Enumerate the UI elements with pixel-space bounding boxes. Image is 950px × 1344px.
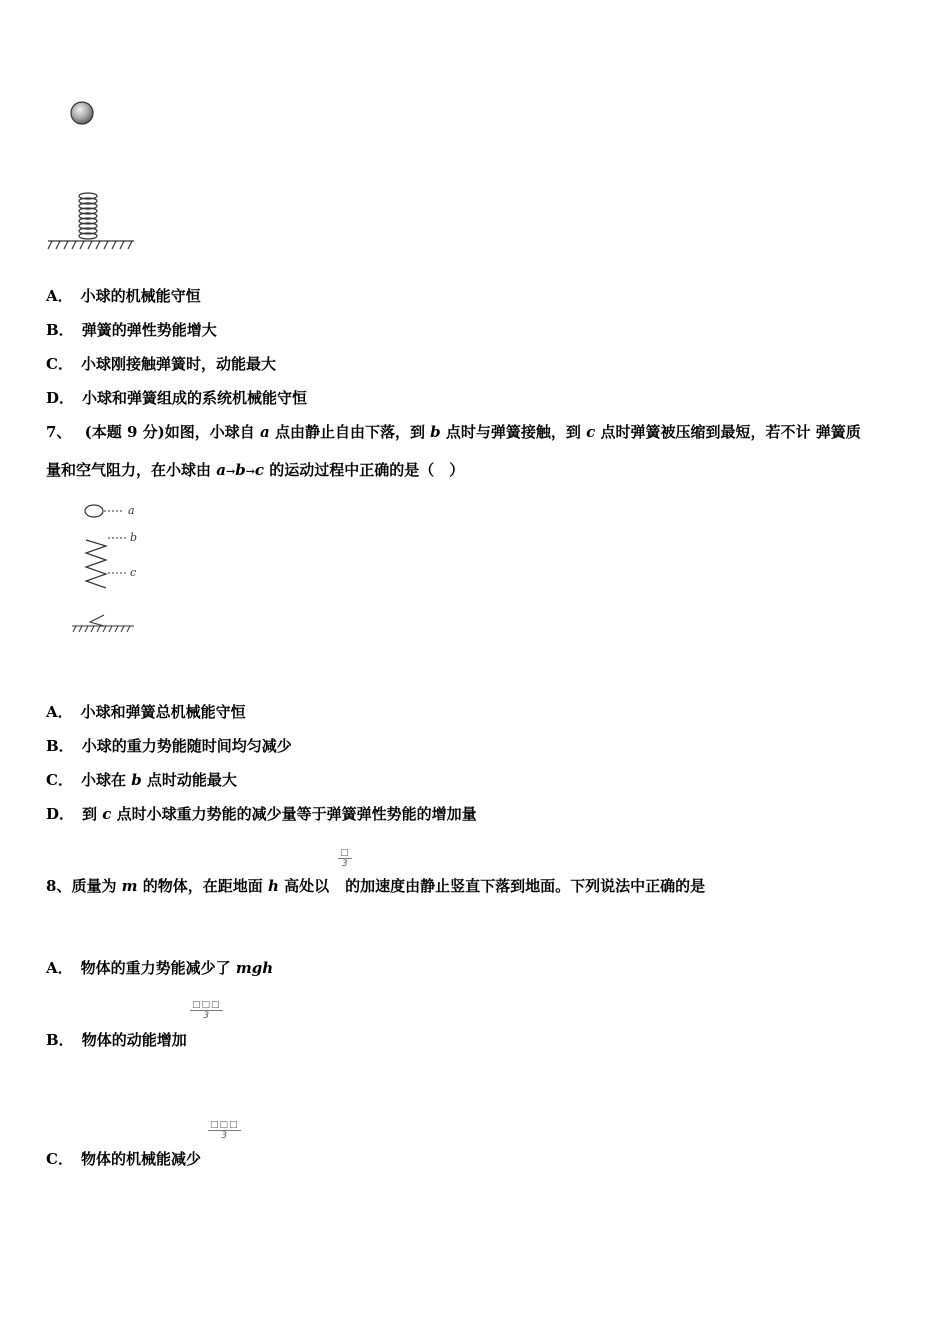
q8-stem-fraction: □ 3 — [340, 848, 350, 869]
label-c: c — [130, 566, 137, 579]
spring-icon — [79, 193, 97, 239]
label-b: b — [130, 531, 138, 544]
ball-icon — [71, 102, 93, 124]
q8-option-a: A． 物体的重力势能减少了 mgh — [46, 959, 274, 977]
q8-option-b: B． 物体的动能增加 — [46, 1031, 187, 1049]
ball-spring-figure — [46, 96, 138, 256]
q6-option-b: B． 弹簧的弹性势能增大 — [46, 321, 217, 339]
spring-icon — [86, 540, 106, 588]
q7-option-b: B． 小球的重力势能随时间均匀减少 — [46, 737, 292, 755]
q7-option-c: C． 小球在 b 点时动能最大 — [46, 771, 237, 789]
q6-option-a: A． 小球的机械能守恒 — [46, 287, 201, 305]
q7-option-d: D． 到 c 点时小球重力势能的减少量等于弹簧弹性势能的增加量 — [46, 805, 477, 823]
q8-option-c-fraction: □□□ 3 — [210, 1120, 239, 1141]
q7-stem-line2: 量和空气阻力，在小球由 a→b→c 的运动过程中正确的是（ ） — [46, 461, 465, 479]
q8-option-c: C． 物体的机械能减少 — [46, 1150, 201, 1168]
q8-option-b-fraction: □□□ 3 — [192, 1000, 221, 1021]
q7-option-a: A． 小球和弹簧总机械能守恒 — [46, 703, 246, 721]
abc-spring-figure — [68, 498, 148, 638]
q6-option-d: D． 小球和弹簧组成的系统机械能守恒 — [46, 389, 308, 407]
q7-stem-line1: 7、 (本题 9 分)如图，小球自 a 点由静止自由下落，到 b 点时与弹簧接触，到 c 点时弹簧被压缩到最短，若不计 弹簧质 — [46, 423, 861, 441]
q6-option-c: C． 小球刚接触弹簧时，动能最大 — [46, 355, 276, 373]
ball-icon — [85, 505, 103, 517]
ground-icon — [72, 626, 134, 632]
ground-icon — [48, 241, 134, 249]
label-a: a — [128, 504, 135, 517]
q8-stem: 8、质量为 m 的物体，在距地面 h 高处以 的加速度由静止竖直下落到地面。下列说法中正确的是 — [46, 877, 706, 895]
